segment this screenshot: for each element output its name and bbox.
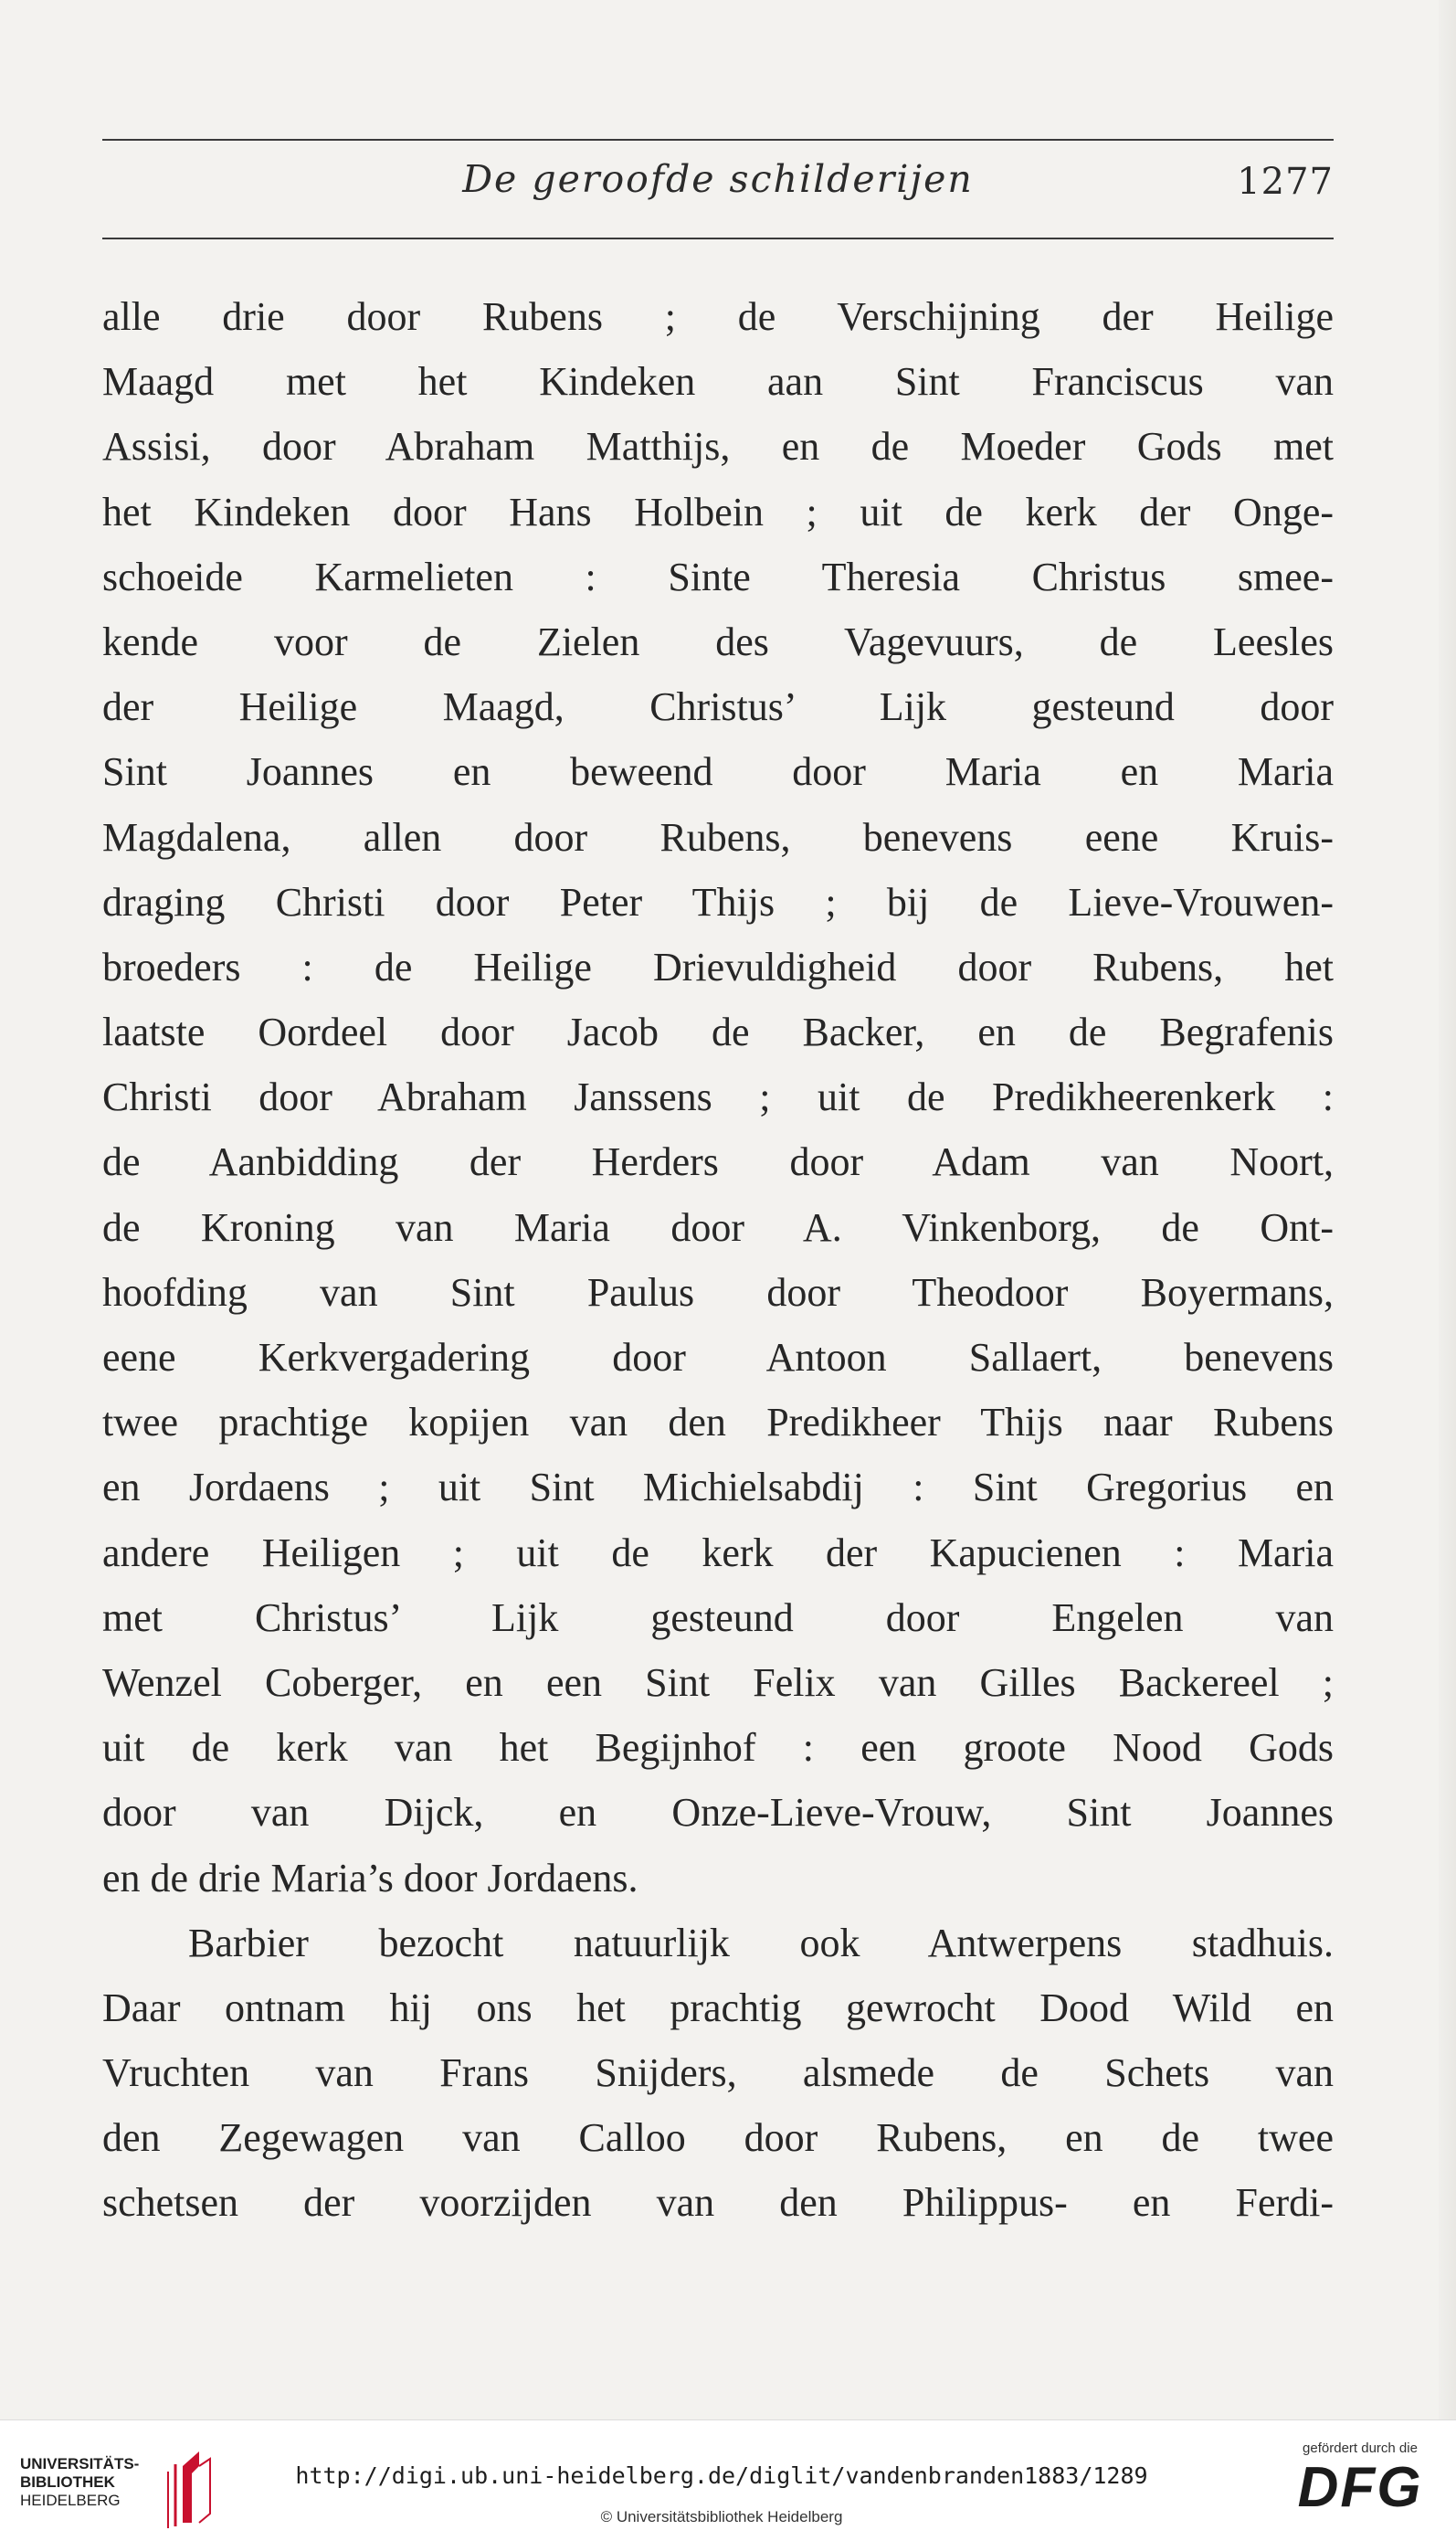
text-line: door van Dijck, en Onze-Lieve-Vrouw, Sint Joannes xyxy=(102,1790,1334,1836)
dfg-funding-logo[interactable] xyxy=(1282,2440,1438,2532)
text-line: broeders : de Heilige Drievuldigheid door Rubens, het xyxy=(102,944,1334,990)
text-line: Vruchten van Frans Snijders, alsmede de Schets van xyxy=(102,2050,1334,2096)
text-line: uit de kerk van het Begijnhof : een groote Nood Gods xyxy=(102,1725,1334,1771)
text-line: Assisi, door Abraham Matthijs, en de Moeder Gods met xyxy=(102,424,1334,470)
page-number: 1277 xyxy=(1237,161,1334,203)
text-line: Magdalena, allen door Rubens, benevens eene Kruis- xyxy=(102,814,1334,860)
text-line: laatste Oordeel door Jacob de Backer, en de Begrafenis xyxy=(102,1010,1334,1055)
funding-caption: gefördert durch die xyxy=(1303,2440,1418,2456)
dfg-logo-text: DFG xyxy=(1297,2456,1423,2519)
library-name xyxy=(20,2455,139,2510)
paragraph-end-line: en de drie Maria’s door Jordaens. xyxy=(102,1855,638,1900)
permalink-url[interactable]: http://digi.ub.uni-heidelberg.de/diglit/vandenbranden1883/1289 xyxy=(295,2462,1148,2489)
scan-edge-shadow xyxy=(1439,0,1456,2541)
header-rule-top xyxy=(102,139,1334,141)
text-line: Wenzel Coberger, en een Sint Felix van Gilles Backereel ; xyxy=(102,1659,1334,1705)
header-rule-bottom xyxy=(102,238,1334,239)
text-line: twee prachtige kopijen van den Predikheer Thijs naar Rubens xyxy=(102,1400,1334,1445)
text-line: alle drie door Rubens ; de Verschijning der Heilige xyxy=(102,294,1334,339)
copyright-notice: © Universitätsbibliothek Heidelberg xyxy=(600,2508,843,2525)
text-line: Maagd met het Kindeken aan Sint Franciscus van xyxy=(102,359,1334,405)
running-header xyxy=(102,154,1334,217)
text-line: Daar ontnam hij ons het prachtig gewrocht Dood Wild en xyxy=(102,1985,1334,2030)
text-line: schetsen der voorzijden van den Philippus- en Ferdi- xyxy=(102,2180,1334,2226)
text-line: draging Christi door Peter Thijs ; bij de Lieve-Vrouwen- xyxy=(102,879,1334,925)
library-emblem-icon xyxy=(155,2446,219,2528)
text-line: kende voor de Zielen des Vagevuurs, de Leesles xyxy=(102,619,1334,664)
text-line: eene Kerkvergadering door Antoon Sallaert, benevens xyxy=(102,1335,1334,1380)
text-line: met Christus’ Lijk gesteund door Engelen van xyxy=(102,1594,1334,1640)
running-header-title: De geroofde schilderijen xyxy=(462,157,974,201)
text-line: de Aanbidding der Herders door Adam van Noort, xyxy=(102,1139,1334,1185)
text-line: hoofding van Sint Paulus door Theodoor Boyermans, xyxy=(102,1269,1334,1315)
library-name-line-1: UNIVERSITÄTS- xyxy=(20,2455,140,2472)
text-line: den Zegewagen van Calloo door Rubens, en de twee xyxy=(102,2115,1334,2161)
text-line: schoeide Karmelieten : Sinte Theresia Christus smee- xyxy=(102,554,1334,599)
digitization-footer xyxy=(0,2419,1456,2541)
university-library-logo[interactable] xyxy=(20,2446,230,2534)
text-line: der Heilige Maagd, Christus’ Lijk gesteund door xyxy=(102,684,1334,730)
body-text xyxy=(102,284,1334,2236)
text-line: Christi door Abraham Janssens ; uit de Predikheerenkerk : xyxy=(102,1075,1334,1120)
library-name-line-3: HEIDELBERG xyxy=(20,2492,121,2509)
text-line: andere Heiligen ; uit de kerk der Kapucienen : Maria xyxy=(102,1530,1334,1575)
paragraph-first-line: Barbier bezocht natuurlijk ook Antwerpens stadhuis. xyxy=(188,1920,1334,1965)
library-name-line-2: BIBLIOTHEK xyxy=(20,2473,115,2491)
text-line: het Kindeken door Hans Holbein ; uit de kerk der Onge- xyxy=(102,489,1334,535)
text-line: Sint Joannes en beweend door Maria en Maria xyxy=(102,749,1334,795)
text-line: de Kroning van Maria door A. Vinkenborg, de Ont- xyxy=(102,1204,1334,1250)
text-line: en Jordaens ; uit Sint Michielsabdij : Sint Gregorius en xyxy=(102,1465,1334,1510)
